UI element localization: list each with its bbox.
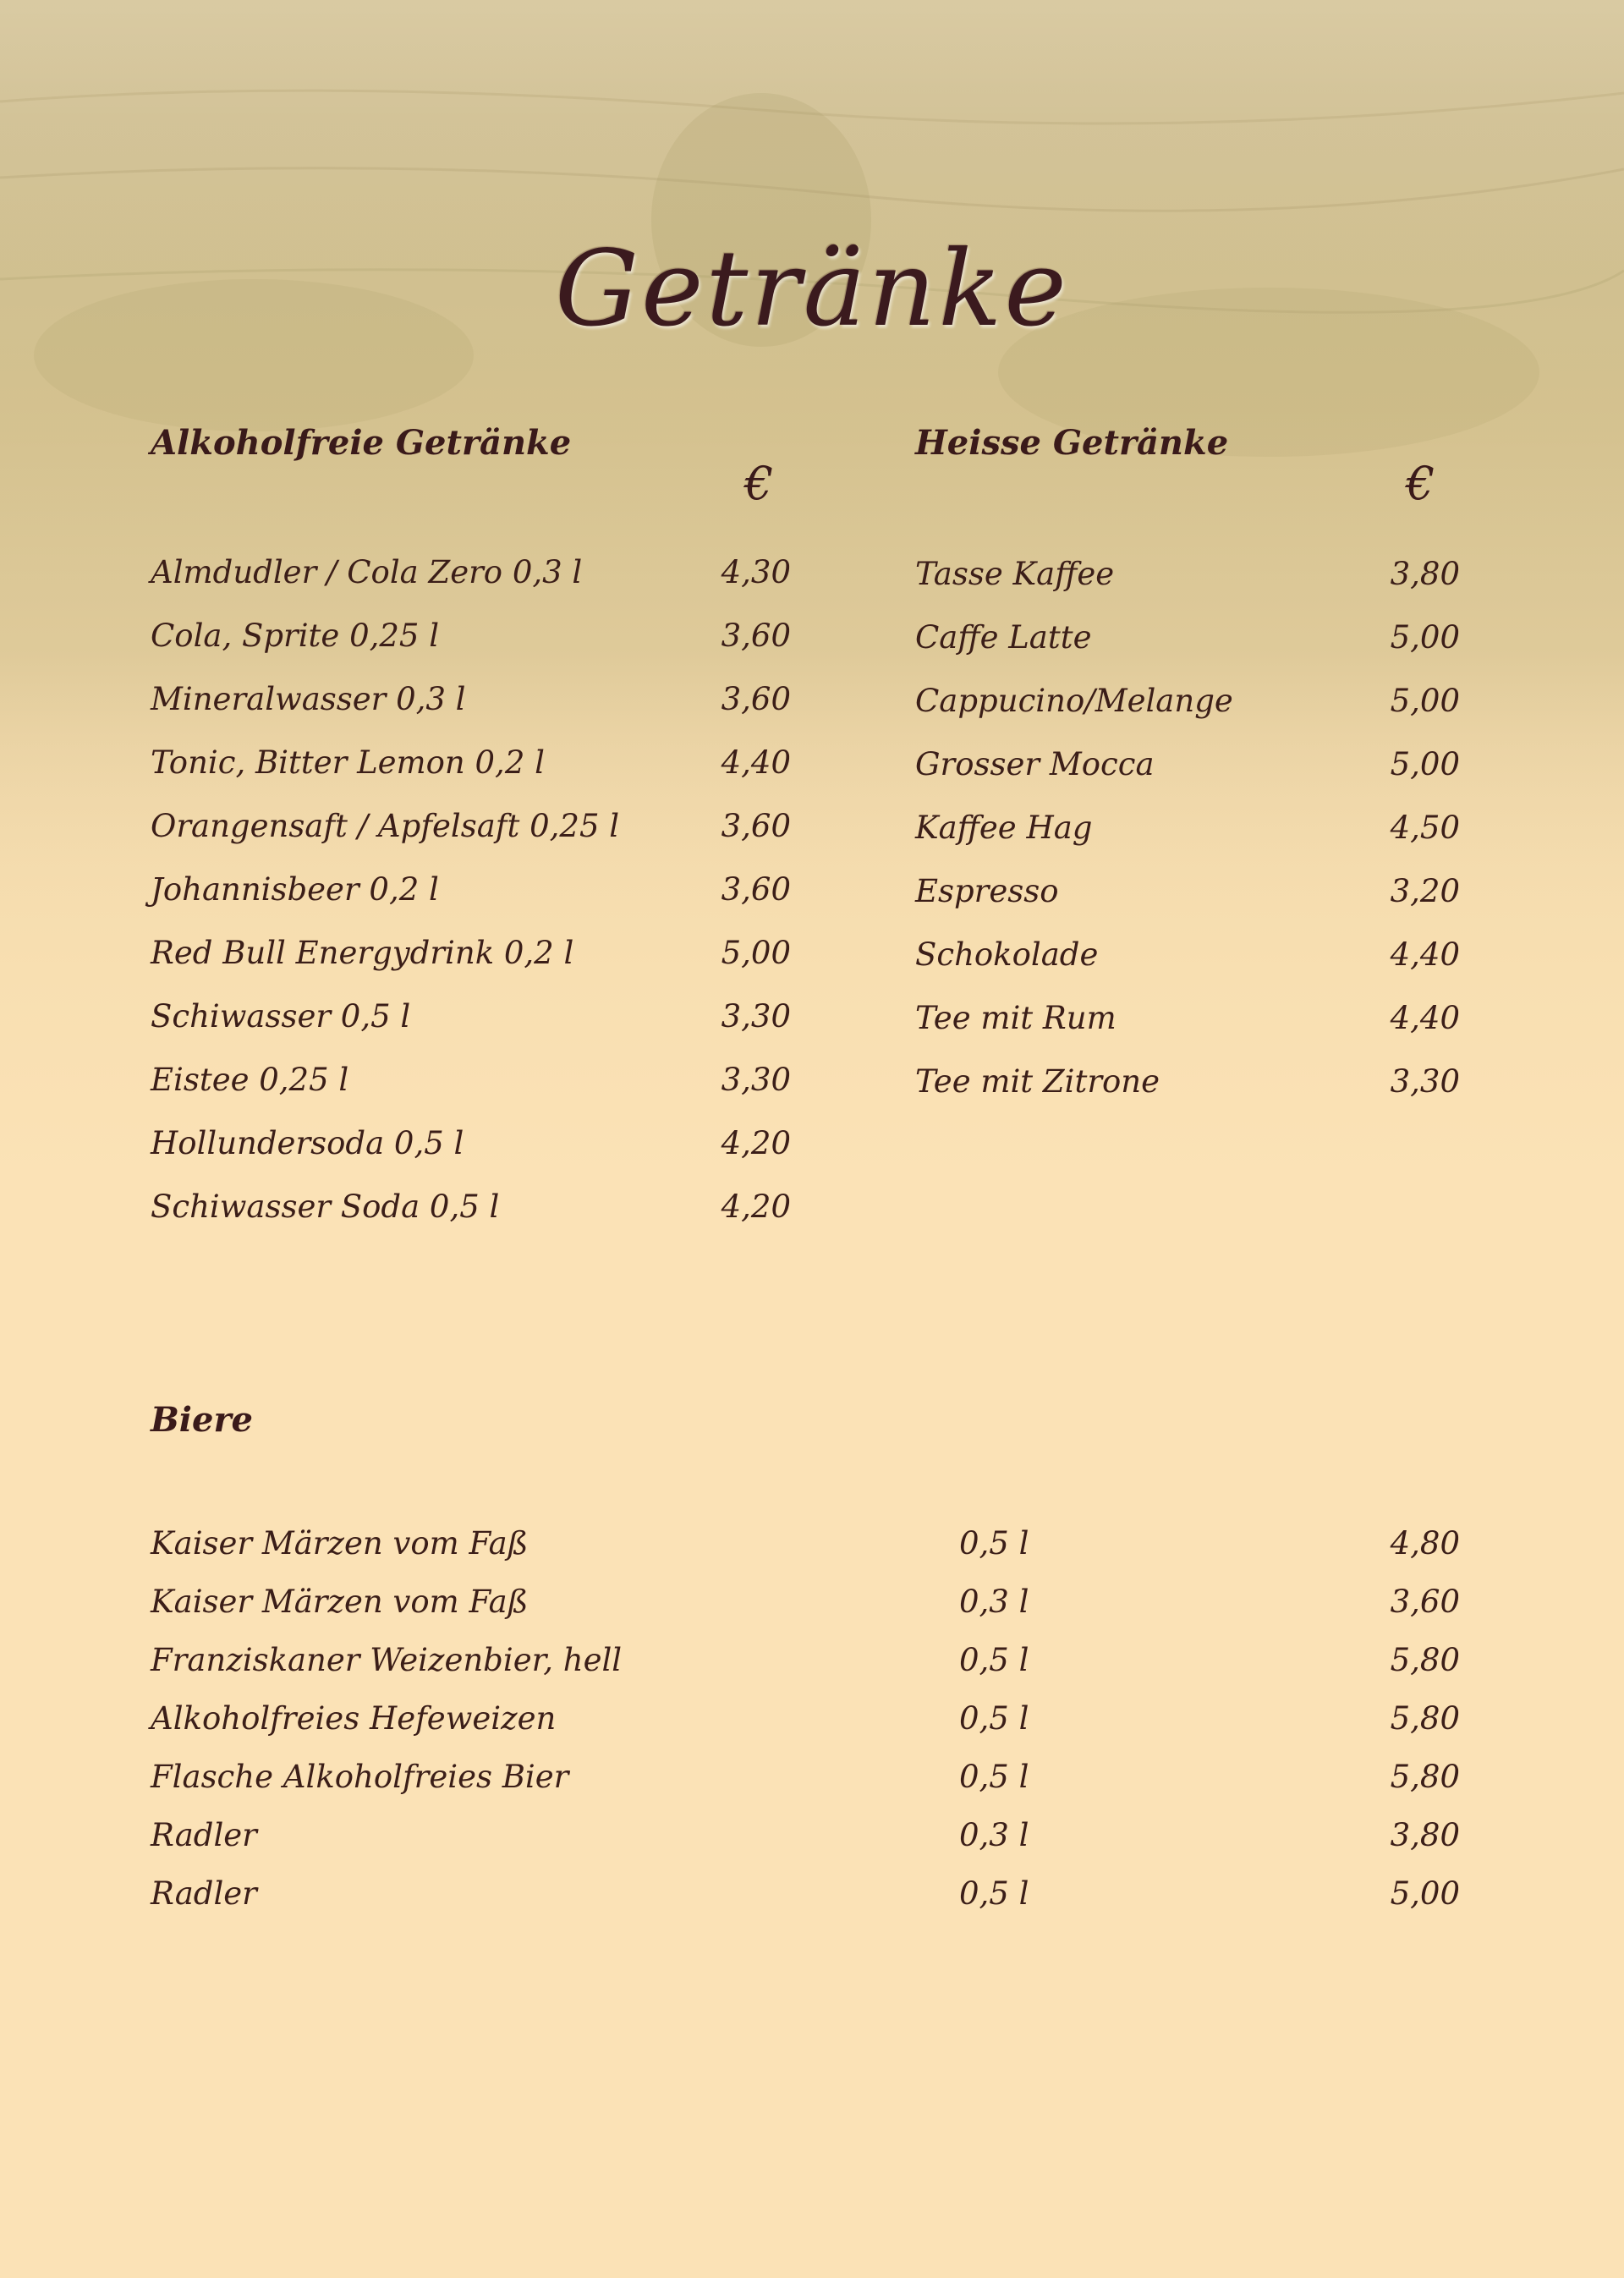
item-price: 4,20: [721, 1125, 791, 1161]
item-size: 0,3 l: [959, 1584, 1029, 1620]
list-item: Radler: [151, 1875, 257, 1912]
item-price: 5,00: [1390, 619, 1460, 656]
item-size: 0,5 l: [959, 1759, 1029, 1795]
list-item: Red Bull Energydrink 0,2 l: [151, 935, 574, 971]
item-size: 0,5 l: [959, 1525, 1029, 1562]
list-item: Grosser Mocca: [915, 746, 1155, 782]
item-price: 4,40: [1390, 936, 1460, 973]
item-price: 3,30: [721, 998, 791, 1035]
item-size: 0,5 l: [959, 1642, 1029, 1678]
item-price: 5,80: [1390, 1700, 1460, 1737]
list-item: Cappucino/Melange: [915, 683, 1233, 719]
item-price: 3,60: [721, 808, 791, 844]
list-item: Radler: [151, 1817, 257, 1853]
list-item: Mineralwasser 0,3 l: [151, 681, 466, 717]
list-item: Caffe Latte: [915, 619, 1092, 656]
item-size: 0,3 l: [959, 1817, 1029, 1853]
item-price: 5,00: [721, 935, 791, 971]
item-price: 4,40: [721, 744, 791, 781]
list-item: Alkoholfreies Hefeweizen: [151, 1700, 557, 1737]
item-price: 3,20: [1390, 873, 1460, 909]
item-size: 0,5 l: [959, 1700, 1029, 1737]
list-item: Tasse Kaffee: [915, 556, 1115, 592]
item-price: 4,50: [1390, 810, 1460, 846]
section-heading-biere: Biere: [151, 1400, 253, 1440]
list-item: Tee mit Zitrone: [915, 1063, 1160, 1100]
list-item: Johannisbeer 0,2 l: [151, 871, 439, 908]
item-price: 3,60: [721, 871, 791, 908]
section-heading-heisse: Heisse Getränke: [915, 423, 1229, 463]
list-item: Kaiser Märzen vom Faß: [151, 1584, 529, 1620]
list-item: Eistee 0,25 l: [151, 1062, 349, 1098]
list-item: Schokolade: [915, 936, 1099, 973]
item-price: 5,00: [1390, 746, 1460, 782]
item-price: 3,60: [721, 681, 791, 717]
item-price: 5,80: [1390, 1642, 1460, 1678]
currency-symbol-heisse: €: [1406, 457, 1435, 510]
list-item: Espresso: [915, 873, 1059, 909]
landscape-background: [0, 0, 1624, 930]
section-heading-alkoholfrei: Alkoholfreie Getränke: [151, 423, 572, 463]
list-item: Franziskaner Weizenbier, hell: [151, 1642, 623, 1678]
item-price: 4,80: [1390, 1525, 1460, 1562]
list-item: Schiwasser Soda 0,5 l: [151, 1188, 500, 1225]
item-price: 3,80: [1390, 556, 1460, 592]
page-title: Getränke: [555, 228, 1069, 350]
list-item: Hollundersoda 0,5 l: [151, 1125, 464, 1161]
item-price: 3,30: [1390, 1063, 1460, 1100]
item-price: 3,80: [1390, 1817, 1460, 1853]
item-price: 5,00: [1390, 1875, 1460, 1912]
list-item: Kaffee Hag: [915, 810, 1093, 846]
item-price: 5,00: [1390, 683, 1460, 719]
list-item: Orangensaft / Apfelsaft 0,25 l: [151, 808, 620, 844]
list-item: Tee mit Rum: [915, 1000, 1116, 1036]
item-price: 4,20: [721, 1188, 791, 1225]
item-price: 3,60: [1390, 1584, 1460, 1620]
list-item: Tonic, Bitter Lemon 0,2 l: [151, 744, 545, 781]
list-item: Kaiser Märzen vom Faß: [151, 1525, 529, 1562]
currency-symbol-alkoholfrei: €: [744, 457, 774, 510]
item-price: 3,30: [721, 1062, 791, 1098]
item-price: 5,80: [1390, 1759, 1460, 1795]
item-price: 3,60: [721, 618, 791, 654]
item-price: 4,30: [721, 554, 791, 590]
list-item: Cola, Sprite 0,25 l: [151, 618, 440, 654]
list-item: Almdudler / Cola Zero 0,3 l: [151, 554, 583, 590]
list-item: Schiwasser 0,5 l: [151, 998, 411, 1035]
item-size: 0,5 l: [959, 1875, 1029, 1912]
item-price: 4,40: [1390, 1000, 1460, 1036]
list-item: Flasche Alkoholfreies Bier: [151, 1759, 569, 1795]
